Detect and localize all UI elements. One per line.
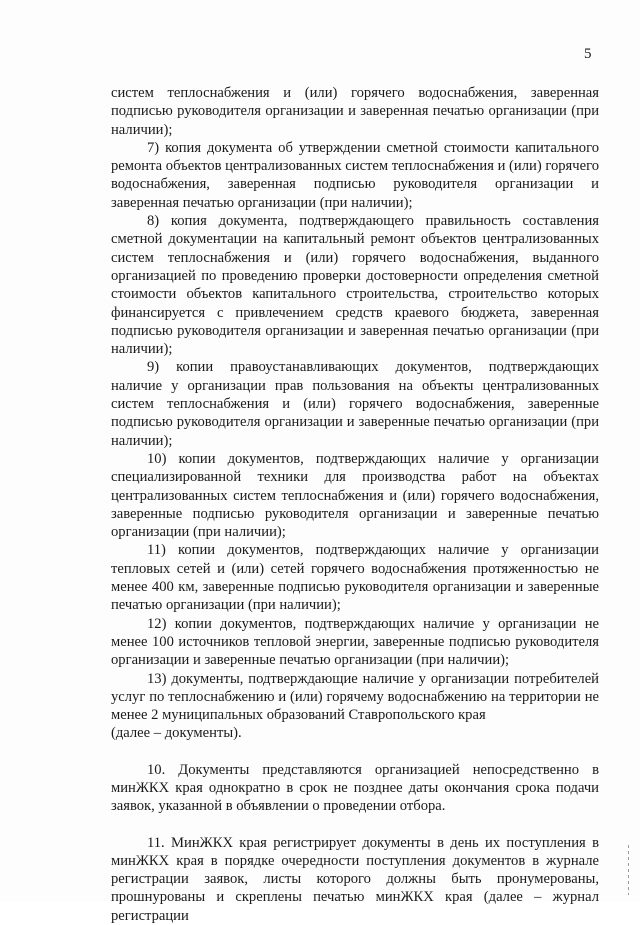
list-item-12: 12) копии документов, подтверждающих наличие у организации не менее 100 источников тепловой энергии, заверенные подписью руководителя организации и заверенные печатью организации (при наличии);	[111, 615, 599, 669]
list-item-9: 9) копии правоустанавливающих документов, подтверждающих наличие у организации прав пользования на объекты централизованных систем теплоснабжения и (или) горячего водоснабжения, заверенные подписью руководителя организации и заверенные печатью организации (при наличии);	[111, 359, 599, 449]
scan-margin-mark	[628, 845, 629, 895]
list-item-8: 8) копия документа, подтверждающего правильность составления сметной документации на капитальный ремонт объектов централизованных систем теплоснабжения и (или) горячего водоснабжения, выданного организацией по проведению проверки достоверности определения сметной стоимости объектов капитального строительства, строительство которых финансируется с привлечением средств краевого бюджета, заверенная подписью руководителя организации и заверенная печатью организации (при наличии);	[111, 213, 599, 358]
list-item-11: 11) копии документов, подтверждающих наличие у организации тепловых сетей и (или) сетей горячего водоснабжения протяженностью не менее 400 км, заверенные подписью руководителя организации и заверенные печатью организации (при наличии);	[111, 542, 599, 614]
page-number: 5	[584, 46, 592, 62]
list-item-10: 10) копии документов, подтверждающих наличие у организации специализированной техники для производства работ на объектах централизованных систем теплоснабжения и (или) горячего водоснабжения, заверенные подписью руководителя организации и заверенные печатью организации (при наличии);	[111, 450, 599, 541]
list-item-7: 7) копия документа об утверждении сметной стоимости капитального ремонта объектов централизованных систем теплоснабжения и (или) горячего водоснабжения, заверенная подписью руководителя организации и заверенная печатью организации (при наличии);	[111, 139, 599, 211]
clause-11: 11. МинЖКХ края регистрирует документы в день их поступления в минЖКХ края в порядке очередности поступления документов в журнале регистрации заявок, листы которого должны быть пронумерованы, прошнурованы и скреплены печатью минЖКХ края (далее – журнал регистрации	[111, 834, 599, 924]
document-body	[111, 84, 599, 925]
list-item-13: 13) документы, подтверждающие наличие у организации потребителей услуг по теплоснабжению и (или) горячему водоснабжению на территории не менее 2 муниципальных образований Ставропольского края	[111, 670, 599, 724]
documents-definition: (далее – документы).	[111, 725, 242, 742]
clause-10: 10. Документы представляются организацией непосредственно в минЖКХ края однократно в срок не позднее даты окончания срока подачи заявок, указанной в объявлении о проведении отбора.	[111, 761, 599, 815]
paragraph-continuation: систем теплоснабжения и (или) горячего водоснабжения, заверенная подписью руководителя организации и заверенная печатью организации (при наличии);	[111, 85, 599, 138]
